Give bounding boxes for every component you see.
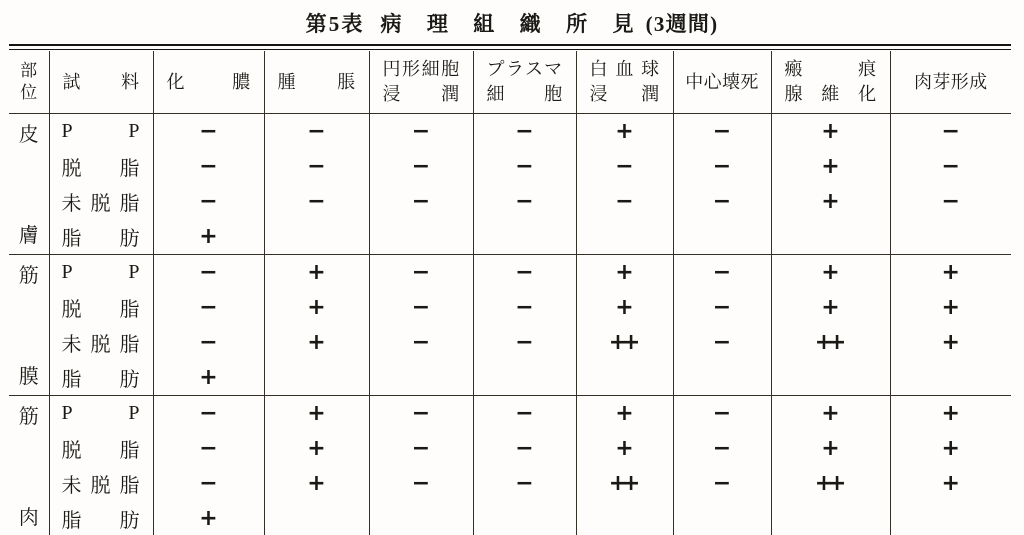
finding-cell: −: [369, 149, 473, 184]
column-header-line: 化 膿: [166, 71, 251, 92]
sample-cell: 脱 脂: [49, 431, 153, 466]
finding-cell: [369, 219, 473, 255]
finding-cell: −: [890, 149, 1011, 184]
sample-cell: P P: [49, 396, 153, 432]
column-header-line: 白 血 球: [589, 59, 660, 79]
finding-cell: −: [369, 114, 473, 150]
column-header-plasma-cells: [473, 51, 576, 114]
table-row: [9, 325, 1011, 360]
site-cell-group-2: [9, 255, 49, 396]
finding-cell: −: [673, 114, 771, 150]
finding-cell: +: [890, 325, 1011, 360]
site-char: 皮: [18, 124, 39, 146]
double-plus-symbol: ++: [608, 470, 636, 496]
finding-cell: −: [890, 184, 1011, 219]
finding-cell: +: [771, 396, 890, 432]
finding-cell: [673, 360, 771, 396]
finding-cell: −: [473, 290, 576, 325]
finding-cell: [576, 466, 673, 501]
finding-cell: −: [153, 149, 264, 184]
column-header-line: 中心壊死: [685, 71, 759, 92]
table-row: [9, 360, 1011, 396]
finding-cell: −: [369, 290, 473, 325]
finding-cell: [473, 360, 576, 396]
sample-cell: 脂 肪: [49, 501, 153, 535]
double-plus-symbol: ++: [814, 470, 842, 496]
finding-cell: +: [264, 431, 369, 466]
sample-cell: P P: [49, 255, 153, 291]
finding-cell: +: [771, 255, 890, 291]
column-header-line: 部: [20, 61, 38, 80]
site-char: 膚: [18, 225, 39, 247]
finding-cell: −: [473, 431, 576, 466]
finding-cell: −: [890, 114, 1011, 150]
pathology-findings-table: [9, 51, 1011, 535]
top-double-rule: [9, 44, 1011, 50]
sample-cell: P P: [49, 114, 153, 150]
finding-cell: [369, 360, 473, 396]
finding-cell: −: [153, 184, 264, 219]
finding-cell: +: [890, 431, 1011, 466]
finding-cell: −: [473, 325, 576, 360]
finding-cell: [369, 501, 473, 535]
column-header-line: 腺 維 化: [784, 84, 877, 104]
finding-cell: −: [473, 149, 576, 184]
sample-cell: 未 脱 脂: [49, 325, 153, 360]
finding-cell: −: [576, 184, 673, 219]
finding-cell: +: [771, 114, 890, 150]
finding-cell: [264, 360, 369, 396]
column-header-line: 位: [20, 83, 38, 102]
finding-cell: +: [771, 149, 890, 184]
double-plus-symbol: ++: [814, 329, 842, 355]
column-header-line: 浸 潤: [382, 84, 460, 104]
finding-cell: [576, 501, 673, 535]
site-cell-group-3: [9, 396, 49, 535]
finding-cell: +: [264, 466, 369, 501]
finding-cell: −: [576, 149, 673, 184]
sample-cell: 脱 脂: [49, 149, 153, 184]
finding-cell: −: [153, 396, 264, 432]
header-row: [9, 51, 1011, 114]
finding-cell: [473, 219, 576, 255]
finding-cell: +: [890, 255, 1011, 291]
finding-cell: +: [890, 290, 1011, 325]
table-number: 第5表: [305, 12, 365, 36]
table-row: [9, 290, 1011, 325]
column-header-line: 浸 潤: [589, 84, 660, 104]
finding-cell: [890, 501, 1011, 535]
column-header-round-cell-infiltration: [369, 51, 473, 114]
finding-cell: +: [264, 325, 369, 360]
column-header-line: 細 胞: [486, 84, 563, 104]
column-header-line: 試 料: [62, 71, 140, 92]
site-label: [9, 397, 49, 535]
finding-cell: +: [264, 255, 369, 291]
finding-cell: [771, 360, 890, 396]
finding-cell: +: [771, 184, 890, 219]
finding-cell: [771, 325, 890, 360]
pathology-table-sheet: [9, 44, 1011, 535]
site-char: 膜: [18, 366, 39, 388]
finding-cell: [771, 466, 890, 501]
finding-cell: [473, 501, 576, 535]
finding-cell: −: [473, 255, 576, 291]
finding-cell: +: [153, 360, 264, 396]
finding-cell: −: [473, 184, 576, 219]
finding-cell: +: [153, 501, 264, 535]
finding-cell: −: [673, 184, 771, 219]
sample-cell: 脱 脂: [49, 290, 153, 325]
finding-cell: −: [673, 466, 771, 501]
finding-cell: −: [673, 149, 771, 184]
site-char: 筋: [18, 406, 39, 428]
finding-cell: −: [473, 466, 576, 501]
finding-cell: −: [473, 114, 576, 150]
table-row: [9, 219, 1011, 255]
finding-cell: +: [264, 290, 369, 325]
finding-cell: −: [153, 466, 264, 501]
finding-cell: +: [576, 396, 673, 432]
finding-cell: [673, 219, 771, 255]
finding-cell: [890, 360, 1011, 396]
finding-cell: [576, 325, 673, 360]
table-row: [9, 149, 1011, 184]
finding-cell: [771, 219, 890, 255]
finding-cell: +: [576, 290, 673, 325]
column-header-leukocyte-infiltration: [576, 51, 673, 114]
finding-cell: +: [771, 290, 890, 325]
column-header-sample: [49, 51, 153, 114]
finding-cell: −: [369, 431, 473, 466]
column-header-line: プラスマ: [486, 59, 563, 79]
finding-cell: −: [473, 396, 576, 432]
table-row: [9, 431, 1011, 466]
finding-cell: +: [576, 114, 673, 150]
table-title-period: (3週間): [645, 12, 719, 36]
finding-cell: +: [890, 396, 1011, 432]
finding-cell: +: [576, 431, 673, 466]
finding-cell: [576, 360, 673, 396]
finding-cell: +: [264, 396, 369, 432]
finding-cell: +: [576, 255, 673, 291]
table-row: [9, 396, 1011, 432]
finding-cell: −: [673, 325, 771, 360]
table-row: [9, 466, 1011, 501]
sample-cell: 脂 肪: [49, 360, 153, 396]
finding-cell: −: [264, 184, 369, 219]
column-header-swelling: [264, 51, 369, 114]
finding-cell: −: [153, 325, 264, 360]
finding-cell: [771, 501, 890, 535]
site-label: [9, 115, 49, 253]
column-header-central-necrosis: [673, 51, 771, 114]
column-header-line: 肉芽形成: [914, 71, 988, 92]
finding-cell: −: [673, 255, 771, 291]
finding-cell: [264, 501, 369, 535]
finding-cell: +: [890, 466, 1011, 501]
finding-cell: −: [153, 431, 264, 466]
sample-cell: 未 脱 脂: [49, 466, 153, 501]
column-header-granulation: [890, 51, 1011, 114]
site-char: 肉: [18, 507, 39, 529]
finding-cell: −: [369, 396, 473, 432]
site-label: [9, 256, 49, 394]
double-plus-symbol: ++: [608, 329, 636, 355]
column-header-line: 円形細胞: [382, 59, 460, 79]
finding-cell: [890, 219, 1011, 255]
finding-cell: −: [264, 114, 369, 150]
sample-cell: 脂 肪: [49, 219, 153, 255]
finding-cell: −: [153, 255, 264, 291]
column-header-site: [9, 51, 49, 114]
table-row: [9, 184, 1011, 219]
finding-cell: [264, 219, 369, 255]
finding-cell: −: [369, 325, 473, 360]
table-row: [9, 501, 1011, 535]
finding-cell: −: [673, 431, 771, 466]
finding-cell: −: [673, 396, 771, 432]
table-row: [9, 255, 1011, 291]
column-header-suppuration: [153, 51, 264, 114]
column-header-line: 瘢 痕: [784, 59, 877, 79]
finding-cell: −: [264, 149, 369, 184]
table-title: [0, 8, 1024, 38]
finding-cell: −: [369, 466, 473, 501]
table-title-text: 病 理 組 織 所 見: [380, 12, 644, 36]
site-cell-group-1: [9, 114, 49, 255]
finding-cell: −: [673, 290, 771, 325]
finding-cell: −: [153, 114, 264, 150]
finding-cell: +: [771, 431, 890, 466]
finding-cell: +: [153, 219, 264, 255]
table-row: [9, 114, 1011, 150]
sample-cell: 未 脱 脂: [49, 184, 153, 219]
finding-cell: −: [369, 184, 473, 219]
finding-cell: [673, 501, 771, 535]
finding-cell: −: [369, 255, 473, 291]
column-header-line: 腫 脹: [277, 71, 356, 92]
finding-cell: [576, 219, 673, 255]
finding-cell: −: [153, 290, 264, 325]
column-header-scar-fibrosis: [771, 51, 890, 114]
site-char: 筋: [18, 265, 39, 287]
